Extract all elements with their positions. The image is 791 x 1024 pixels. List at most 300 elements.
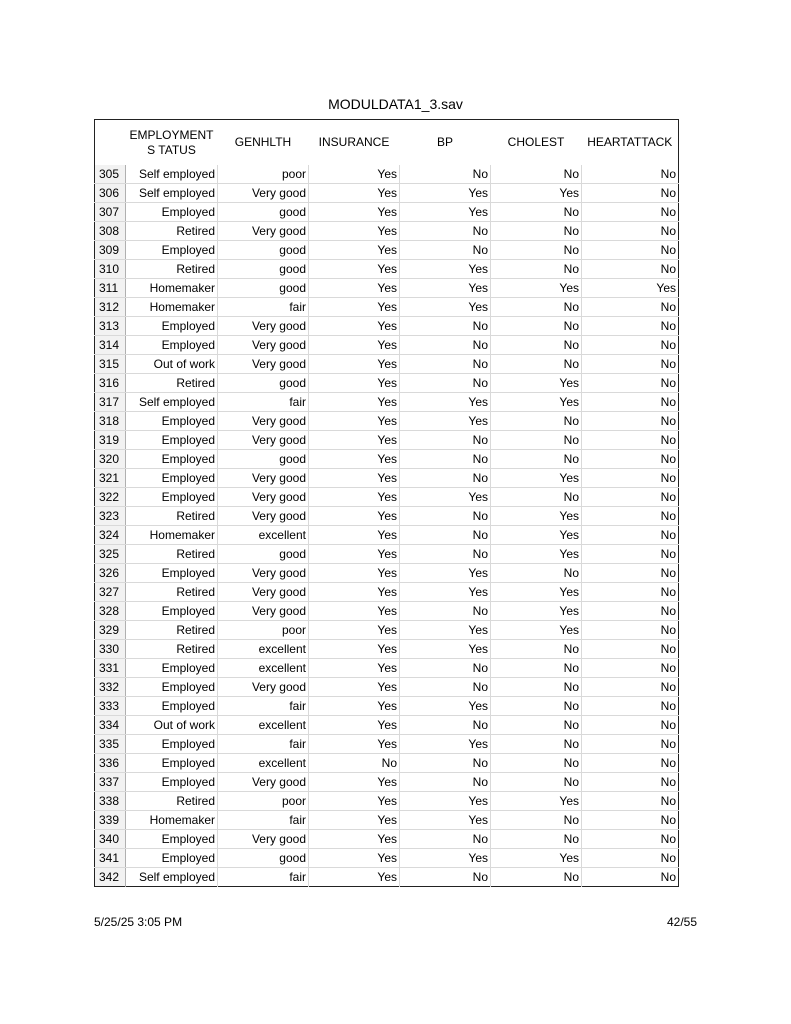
cell-row-index: 326 [95, 564, 126, 583]
cell-bp: Yes [400, 849, 491, 868]
cell-cholest: No [491, 222, 582, 241]
cell-cholest: Yes [491, 184, 582, 203]
cell-employmentstatus: Employed [126, 469, 218, 488]
cell-row-index: 306 [95, 184, 126, 203]
cell-row-index: 314 [95, 336, 126, 355]
cell-heartattack: No [582, 260, 679, 279]
cell-employmentstatus: Retired [126, 621, 218, 640]
cell-insurance: Yes [309, 678, 400, 697]
cell-employmentstatus: Homemaker [126, 811, 218, 830]
cell-employmentstatus: Self employed [126, 165, 218, 184]
cell-employmentstatus: Employed [126, 849, 218, 868]
cell-insurance: Yes [309, 621, 400, 640]
cell-employmentstatus: Retired [126, 545, 218, 564]
cell-bp: No [400, 773, 491, 792]
cell-heartattack: No [582, 507, 679, 526]
cell-row-index: 329 [95, 621, 126, 640]
table-row [95, 754, 679, 773]
cell-employmentstatus: Employed [126, 678, 218, 697]
cell-insurance: Yes [309, 165, 400, 184]
cell-cholest: No [491, 431, 582, 450]
cell-genhlth: Very good [218, 355, 309, 374]
cell-bp: No [400, 659, 491, 678]
cell-heartattack: No [582, 640, 679, 659]
cell-insurance: Yes [309, 222, 400, 241]
cell-employmentstatus: Employed [126, 317, 218, 336]
column-header-bp: BP [436, 135, 453, 149]
cell-genhlth: Very good [218, 602, 309, 621]
cell-insurance: Yes [309, 773, 400, 792]
cell-genhlth: excellent [218, 640, 309, 659]
cell-row-index: 341 [95, 849, 126, 868]
cell-employmentstatus: Self employed [126, 868, 218, 887]
cell-bp: Yes [400, 583, 491, 602]
cell-heartattack: No [582, 583, 679, 602]
cell-genhlth: Very good [218, 773, 309, 792]
cell-employmentstatus: Self employed [126, 184, 218, 203]
cell-employmentstatus: Employed [126, 735, 218, 754]
cell-cholest: No [491, 678, 582, 697]
cell-cholest: No [491, 298, 582, 317]
footer-timestamp: 5/25/25 3:05 PM [94, 915, 183, 929]
table-row [95, 697, 679, 716]
cell-heartattack: No [582, 469, 679, 488]
cell-bp: No [400, 469, 491, 488]
column-header-heartattack: HEARTATTACK [587, 135, 673, 149]
cell-heartattack: No [582, 355, 679, 374]
cell-heartattack: No [582, 830, 679, 849]
cell-cholest: Yes [491, 507, 582, 526]
cell-employmentstatus: Employed [126, 602, 218, 621]
cell-insurance: Yes [309, 469, 400, 488]
cell-employmentstatus: Out of work [126, 716, 218, 735]
cell-cholest: Yes [491, 621, 582, 640]
cell-insurance: Yes [309, 336, 400, 355]
cell-bp: No [400, 602, 491, 621]
cell-bp: No [400, 317, 491, 336]
cell-cholest: No [491, 336, 582, 355]
cell-bp: No [400, 165, 491, 184]
cell-row-index: 309 [95, 241, 126, 260]
cell-cholest: No [491, 735, 582, 754]
cell-cholest: Yes [491, 792, 582, 811]
cell-employmentstatus: Homemaker [126, 279, 218, 298]
cell-bp: Yes [400, 640, 491, 659]
cell-cholest: No [491, 260, 582, 279]
cell-genhlth: Very good [218, 412, 309, 431]
cell-heartattack: No [582, 716, 679, 735]
cell-bp: No [400, 545, 491, 564]
cell-cholest: No [491, 564, 582, 583]
cell-genhlth: good [218, 260, 309, 279]
cell-cholest: Yes [491, 849, 582, 868]
cell-cholest: Yes [491, 583, 582, 602]
cell-employmentstatus: Homemaker [126, 526, 218, 545]
cell-row-index: 313 [95, 317, 126, 336]
table-row [95, 564, 679, 583]
cell-row-index: 338 [95, 792, 126, 811]
cell-insurance: Yes [309, 298, 400, 317]
table-row [95, 716, 679, 735]
cell-bp: Yes [400, 412, 491, 431]
cell-insurance: Yes [309, 241, 400, 260]
cell-row-index: 339 [95, 811, 126, 830]
table-row [95, 393, 679, 412]
cell-bp: No [400, 868, 491, 887]
table-header-row [95, 120, 679, 166]
cell-bp: No [400, 355, 491, 374]
cell-heartattack: No [582, 450, 679, 469]
cell-bp: No [400, 830, 491, 849]
cell-cholest: Yes [491, 374, 582, 393]
cell-genhlth: excellent [218, 659, 309, 678]
cell-cholest: No [491, 716, 582, 735]
cell-insurance: Yes [309, 355, 400, 374]
cell-row-index: 337 [95, 773, 126, 792]
table-row [95, 165, 679, 184]
cell-cholest: Yes [491, 279, 582, 298]
cell-genhlth: Very good [218, 564, 309, 583]
table-row [95, 336, 679, 355]
cell-row-index: 311 [95, 279, 126, 298]
cell-row-index: 328 [95, 602, 126, 621]
cell-cholest: No [491, 165, 582, 184]
table-row [95, 184, 679, 203]
cell-bp: Yes [400, 735, 491, 754]
table-row [95, 811, 679, 830]
cell-insurance: Yes [309, 393, 400, 412]
cell-heartattack: No [582, 792, 679, 811]
cell-employmentstatus: Employed [126, 659, 218, 678]
cell-cholest: Yes [491, 469, 582, 488]
table-row [95, 241, 679, 260]
cell-insurance: No [309, 754, 400, 773]
table-row [95, 735, 679, 754]
cell-bp: No [400, 507, 491, 526]
cell-cholest: No [491, 811, 582, 830]
table-row [95, 279, 679, 298]
table-row [95, 412, 679, 431]
cell-insurance: Yes [309, 564, 400, 583]
cell-employmentstatus: Retired [126, 640, 218, 659]
cell-genhlth: Very good [218, 431, 309, 450]
cell-cholest: No [491, 450, 582, 469]
cell-bp: Yes [400, 621, 491, 640]
cell-bp: Yes [400, 811, 491, 830]
cell-bp: No [400, 754, 491, 773]
cell-bp: No [400, 526, 491, 545]
cell-genhlth: excellent [218, 754, 309, 773]
cell-genhlth: fair [218, 697, 309, 716]
table-row [95, 830, 679, 849]
cell-row-index: 307 [95, 203, 126, 222]
cell-genhlth: fair [218, 735, 309, 754]
cell-row-index: 310 [95, 260, 126, 279]
cell-insurance: Yes [309, 279, 400, 298]
cell-employmentstatus: Employed [126, 450, 218, 469]
cell-genhlth: fair [218, 868, 309, 887]
cell-heartattack: No [660, 870, 676, 884]
cell-bp: No [400, 716, 491, 735]
cell-heartattack: No [582, 621, 679, 640]
cell-cholest: No [491, 241, 582, 260]
cell-heartattack: No [582, 298, 679, 317]
cell-employmentstatus: Employed [126, 773, 218, 792]
cell-cholest: No [491, 830, 582, 849]
cell-cholest: No [491, 697, 582, 716]
cell-row-index: 335 [95, 735, 126, 754]
column-header-employmentstatus: EMPLOYMENTS TATUS [129, 127, 214, 157]
footer-page-number: 42/55 [666, 915, 697, 929]
cell-cholest: Yes [491, 545, 582, 564]
cell-insurance: Yes [309, 849, 400, 868]
cell-genhlth: Very good [218, 678, 309, 697]
cell-genhlth: Very good [218, 507, 309, 526]
cell-employmentstatus: Out of work [126, 355, 218, 374]
cell-insurance: Yes [309, 374, 400, 393]
table-row [95, 868, 679, 887]
cell-heartattack: No [582, 203, 679, 222]
table-row [95, 792, 679, 811]
document-title: MODULDATA1_3.sav [328, 96, 463, 112]
cell-genhlth: Very good [218, 488, 309, 507]
data-table-container [94, 119, 678, 887]
table-row [95, 621, 679, 640]
cell-heartattack: No [582, 735, 679, 754]
cell-heartattack: No [582, 754, 679, 773]
cell-genhlth: Very good [218, 469, 309, 488]
cell-row-index: 332 [95, 678, 126, 697]
cell-heartattack: No [582, 545, 679, 564]
table-row [95, 317, 679, 336]
cell-cholest: No [491, 488, 582, 507]
cell-row-index: 334 [95, 716, 126, 735]
cell-row-index: 336 [95, 754, 126, 773]
cell-insurance: Yes [309, 412, 400, 431]
cell-insurance: Yes [309, 488, 400, 507]
cell-row-index: 315 [95, 355, 126, 374]
cell-bp: Yes [400, 260, 491, 279]
cell-heartattack: No [582, 393, 679, 412]
table-row [95, 526, 679, 545]
cell-heartattack: No [582, 412, 679, 431]
cell-employmentstatus: Employed [126, 203, 218, 222]
cell-heartattack: No [582, 564, 679, 583]
cell-insurance: Yes [309, 792, 400, 811]
table-row [95, 355, 679, 374]
cell-row-index: 330 [95, 640, 126, 659]
cell-heartattack: No [582, 488, 679, 507]
cell-genhlth: Very good [218, 336, 309, 355]
cell-row-index: 318 [95, 412, 126, 431]
cell-row-index: 316 [95, 374, 126, 393]
cell-insurance: Yes [309, 716, 400, 735]
column-header-genhlth: GENHLTH [234, 135, 292, 149]
table-row [95, 849, 679, 868]
table-row [95, 450, 679, 469]
cell-insurance: Yes [309, 203, 400, 222]
cell-row-index: 325 [95, 545, 126, 564]
cell-insurance: Yes [309, 640, 400, 659]
cell-insurance: Yes [309, 830, 400, 849]
column-header-cholest: CHOLEST [507, 135, 565, 149]
cell-heartattack: No [582, 659, 679, 678]
cell-genhlth: poor [218, 165, 309, 184]
cell-bp: Yes [400, 564, 491, 583]
cell-row-index: 340 [95, 830, 126, 849]
cell-heartattack: No [582, 317, 679, 336]
cell-row-index: 319 [95, 431, 126, 450]
cell-cholest: Yes [491, 393, 582, 412]
cell-heartattack: No [582, 165, 679, 184]
cell-genhlth: fair [218, 811, 309, 830]
table-row [95, 659, 679, 678]
cell-bp: No [400, 241, 491, 260]
cell-row-index: 308 [95, 222, 126, 241]
cell-row-index: 323 [95, 507, 126, 526]
cell-insurance: Yes [309, 431, 400, 450]
table-row [95, 507, 679, 526]
cell-insurance: Yes [309, 507, 400, 526]
cell-heartattack: No [582, 773, 679, 792]
cell-employmentstatus: Retired [126, 583, 218, 602]
cell-employmentstatus: Employed [126, 488, 218, 507]
cell-row-index: 342 [95, 868, 126, 887]
cell-genhlth: good [218, 241, 309, 260]
cell-employmentstatus: Retired [126, 507, 218, 526]
cell-employmentstatus: Homemaker [126, 298, 218, 317]
cell-row-index: 327 [95, 583, 126, 602]
table-row [95, 203, 679, 222]
cell-heartattack: No [582, 526, 679, 545]
cell-insurance: Yes [309, 602, 400, 621]
cell-row-index: 331 [95, 659, 126, 678]
cell-cholest: No [491, 659, 582, 678]
cell-cholest: No [491, 317, 582, 336]
cell-employmentstatus: Employed [126, 412, 218, 431]
column-header-insurance: INSURANCE [318, 135, 390, 149]
cell-employmentstatus: Self employed [126, 393, 218, 412]
cell-heartattack: No [582, 811, 679, 830]
cell-insurance: Yes [309, 317, 400, 336]
table-row [95, 431, 679, 450]
cell-row-index: 320 [95, 450, 126, 469]
cell-insurance: Yes [309, 659, 400, 678]
table-row [95, 469, 679, 488]
cell-insurance: Yes [309, 868, 400, 887]
cell-genhlth: poor [218, 621, 309, 640]
table-row [95, 773, 679, 792]
cell-genhlth: poor [218, 792, 309, 811]
cell-employmentstatus: Employed [126, 241, 218, 260]
cell-row-index: 305 [95, 165, 126, 184]
cell-genhlth: good [218, 450, 309, 469]
table-body [95, 165, 679, 887]
cell-heartattack: No [582, 184, 679, 203]
cell-genhlth: fair [218, 298, 309, 317]
cell-bp: Yes [400, 792, 491, 811]
table-row [95, 488, 679, 507]
cell-heartattack: No [582, 374, 679, 393]
cell-bp: Yes [400, 279, 491, 298]
cell-employmentstatus: Employed [126, 564, 218, 583]
cell-insurance: Yes [309, 811, 400, 830]
cell-genhlth: good [218, 203, 309, 222]
cell-heartattack: No [582, 849, 679, 868]
cell-genhlth: excellent [218, 716, 309, 735]
cell-employmentstatus: Employed [126, 697, 218, 716]
cell-cholest: No [491, 640, 582, 659]
cell-cholest: No [491, 355, 582, 374]
cell-heartattack: No [582, 336, 679, 355]
cell-insurance: Yes [309, 450, 400, 469]
cell-employmentstatus: Retired [126, 260, 218, 279]
cell-genhlth: Very good [218, 184, 309, 203]
table-row [95, 260, 679, 279]
cell-cholest: Yes [491, 602, 582, 621]
cell-genhlth: excellent [218, 526, 309, 545]
cell-bp: Yes [400, 184, 491, 203]
cell-genhlth: good [218, 279, 309, 298]
cell-cholest: No [491, 754, 582, 773]
cell-bp: No [400, 336, 491, 355]
cell-heartattack: No [582, 697, 679, 716]
cell-genhlth: good [218, 849, 309, 868]
table-row [95, 298, 679, 317]
cell-bp: No [400, 431, 491, 450]
cell-employmentstatus: Retired [126, 792, 218, 811]
cell-bp: No [400, 678, 491, 697]
cell-cholest: No [491, 203, 582, 222]
cell-genhlth: good [218, 374, 309, 393]
cell-heartattack: No [582, 431, 679, 450]
table-row [95, 374, 679, 393]
cell-bp: Yes [400, 203, 491, 222]
cell-genhlth: Very good [218, 222, 309, 241]
cell-row-index: 317 [95, 393, 126, 412]
cell-heartattack: No [582, 222, 679, 241]
cell-row-index: 333 [95, 697, 126, 716]
cell-bp: No [400, 374, 491, 393]
cell-insurance: Yes [309, 260, 400, 279]
cell-heartattack: No [582, 602, 679, 621]
cell-row-index: 324 [95, 526, 126, 545]
cell-employmentstatus: Employed [126, 830, 218, 849]
cell-row-index: 321 [95, 469, 126, 488]
cell-bp: Yes [400, 488, 491, 507]
cell-heartattack: Yes [582, 279, 679, 298]
cell-employmentstatus: Retired [126, 222, 218, 241]
cell-heartattack: No [582, 241, 679, 260]
table-row [95, 583, 679, 602]
cell-cholest: No [491, 868, 582, 887]
cell-genhlth: fair [218, 393, 309, 412]
cell-genhlth: good [218, 545, 309, 564]
data-table [94, 119, 679, 887]
cell-insurance: Yes [309, 735, 400, 754]
column-header-index [95, 120, 126, 166]
cell-cholest: Yes [491, 526, 582, 545]
cell-row-index: 312 [95, 298, 126, 317]
cell-bp: No [400, 222, 491, 241]
cell-insurance: Yes [309, 526, 400, 545]
table-row [95, 678, 679, 697]
table-row [95, 602, 679, 621]
table-row [95, 545, 679, 564]
table-row [95, 222, 679, 241]
cell-genhlth: Very good [218, 830, 309, 849]
cell-genhlth: Very good [218, 583, 309, 602]
